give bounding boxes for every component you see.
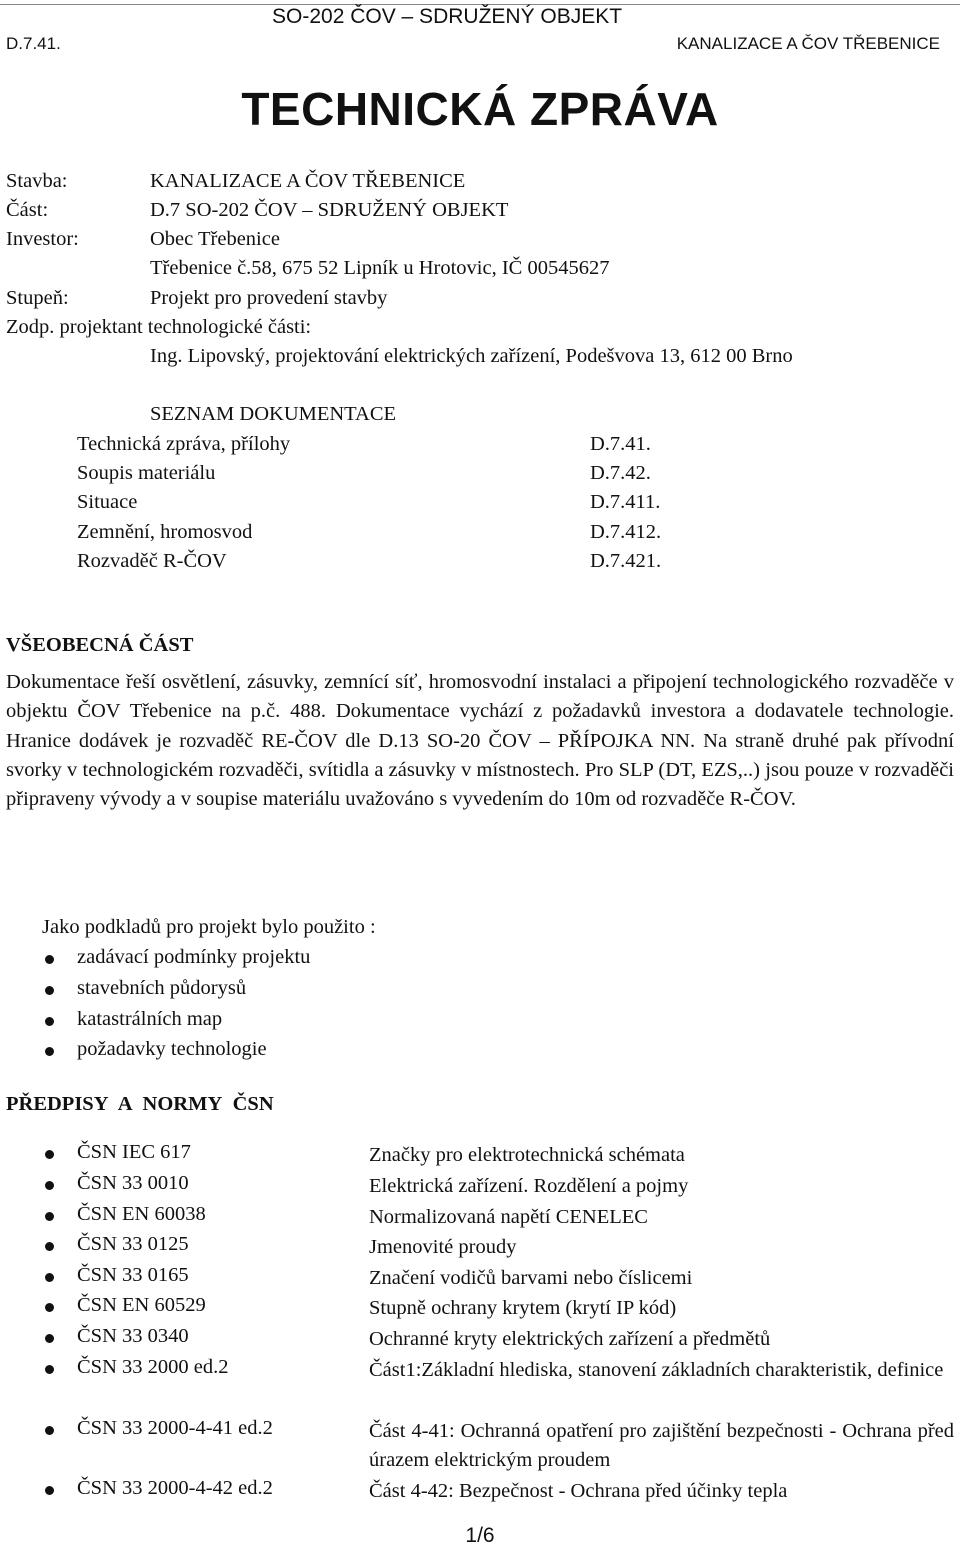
docs-heading: SEZNAM DOKUMENTACE	[150, 403, 397, 425]
norm-desc: Část 4-41: Ochranná opatření pro zajištění bezpečnosti - Ochrana před úrazem elektrickým proudem	[369, 1420, 954, 1472]
document-title: TECHNICKÁ ZPRÁVA	[241, 83, 719, 135]
norm-desc: Značky pro elektrotechnická schémata	[369, 1144, 685, 1166]
norm-code: ČSN 33 2000 ed.2	[77, 1356, 229, 1378]
cast-value: D.7 SO-202 ČOV – SDRUŽENÝ OBJEKT	[150, 199, 509, 221]
doc-item-name: Soupis materiálu	[77, 462, 216, 484]
norms-heading: PŘEDPISY A NORMY ČSN	[6, 1093, 274, 1115]
norm-code: ČSN EN 60038	[77, 1203, 206, 1225]
zodp-value: Ing. Lipovský, projektování elektrických zařízení, Podešvova 13, 612 00 Brno	[150, 345, 793, 367]
doc-item-code: D.7.42.	[590, 462, 651, 484]
norm-desc: Značení vodičů barvami nebo číslicemi	[369, 1267, 693, 1289]
doc-item-code: D.7.41.	[590, 433, 651, 455]
bullet-icon	[45, 1486, 54, 1495]
doc-item-code: D.7.421.	[590, 550, 662, 572]
bullet-icon	[45, 1047, 54, 1056]
norm-desc: Normalizovaná napětí CENELEC	[369, 1206, 648, 1228]
norm-code: ČSN 33 0010	[77, 1172, 189, 1194]
header-title: SO-202 ČOV – SDRUŽENÝ OBJEKT	[272, 5, 623, 28]
bullet-icon	[45, 1273, 54, 1282]
doc-item-name: Technická zpráva, přílohy	[77, 433, 291, 455]
norm-code: ČSN 33 0340	[77, 1325, 189, 1347]
norm-code: ČSN 33 2000-4-42 ed.2	[77, 1477, 273, 1499]
basis-item: zadávací podmínky projektu	[77, 946, 311, 968]
bullet-icon	[45, 1017, 54, 1026]
norm-code: ČSN IEC 617	[77, 1141, 191, 1163]
norm-desc: Elektrická zařízení. Rozdělení a pojmy	[369, 1175, 689, 1197]
general-heading: VŠEOBECNÁ ČÁST	[6, 634, 194, 656]
header-project: KANALIZACE A ČOV TŘEBENICE	[676, 34, 940, 53]
doc-item-code: D.7.411.	[590, 491, 661, 513]
bullet-icon	[45, 1334, 54, 1343]
cast-label: Část:	[6, 199, 49, 221]
norm-code: ČSN 33 0165	[77, 1264, 189, 1286]
norm-code: ČSN 33 2000-4-41 ed.2	[77, 1417, 273, 1439]
investor-value: Obec Třebenice	[150, 228, 280, 250]
stupen-value: Projekt pro provedení stavby	[150, 287, 388, 309]
bullet-icon	[45, 1365, 54, 1374]
bullet-icon	[45, 1150, 54, 1159]
basis-item: katastrálních map	[77, 1008, 223, 1030]
stavba-value: KANALIZACE A ČOV TŘEBENICE	[150, 170, 466, 192]
bullet-icon	[45, 986, 54, 995]
basis-item: požadavky technologie	[77, 1038, 267, 1060]
bullet-icon	[45, 1426, 54, 1435]
norm-code: ČSN EN 60529	[77, 1294, 206, 1316]
page-number: 1/6	[465, 1524, 495, 1547]
norm-desc: Ochranné kryty elektrických zařízení a předmětů	[369, 1328, 771, 1350]
stupen-label: Stupeň:	[6, 287, 69, 309]
bullet-icon	[45, 1303, 54, 1312]
general-text: Dokumentace řeší osvětlení, zásuvky, zemnící síť, hromosvodní instalaci a připojení technologického rozvaděče v objektu ČOV Třebenice na p.č. 488. Dokumentace vychází z požadavků investora a dodavatele technologie. Hranice dodávek je rozvaděč RE-ČOV dle D.13 SO-20 ČOV – PŘÍPOJKA NN. Na straně druhé pak přívodní svorky v technologickém rozvaděči, svítidla a zásuvky v místnostech. Pro SLP (DT, EZS,..) jsou pouze v rozvaděči připraveny vývody a v soupise materiálu uvažováno s vyvedením do 10m od rozvaděče R-ČOV.	[6, 671, 954, 811]
bullet-icon	[45, 955, 54, 964]
bullet-icon	[45, 1212, 54, 1221]
investor-label: Investor:	[6, 228, 79, 250]
norm-desc: Část1:Základní hlediska, stanovení základních charakteristik, definice	[369, 1359, 944, 1381]
bullet-icon	[45, 1242, 54, 1251]
norm-desc: Část 4-42: Bezpečnost - Ochrana před účinky tepla	[369, 1480, 788, 1502]
investor-address: Třebenice č.58, 675 52 Lipník u Hrotovic, IČ 00545627	[150, 257, 610, 279]
basis-intro: Jako podkladů pro projekt bylo použito :	[42, 916, 376, 938]
norm-code: ČSN 33 0125	[77, 1233, 189, 1255]
stavba-label: Stavba:	[6, 170, 68, 192]
doc-item-code: D.7.412.	[590, 521, 662, 543]
doc-item-name: Situace	[77, 491, 138, 513]
doc-item-name: Zemnění, hromosvod	[77, 521, 253, 543]
header-doc-code: D.7.41.	[6, 34, 61, 53]
norm-desc: Stupně ochrany krytem (krytí IP kód)	[369, 1297, 677, 1319]
zodp-label: Zodp. projektant technologické části:	[6, 316, 312, 338]
doc-item-name: Rozvaděč R-ČOV	[77, 550, 227, 572]
norm-desc: Jmenovité proudy	[369, 1236, 517, 1258]
bullet-icon	[45, 1181, 54, 1190]
basis-item: stavebních půdorysů	[77, 977, 247, 999]
